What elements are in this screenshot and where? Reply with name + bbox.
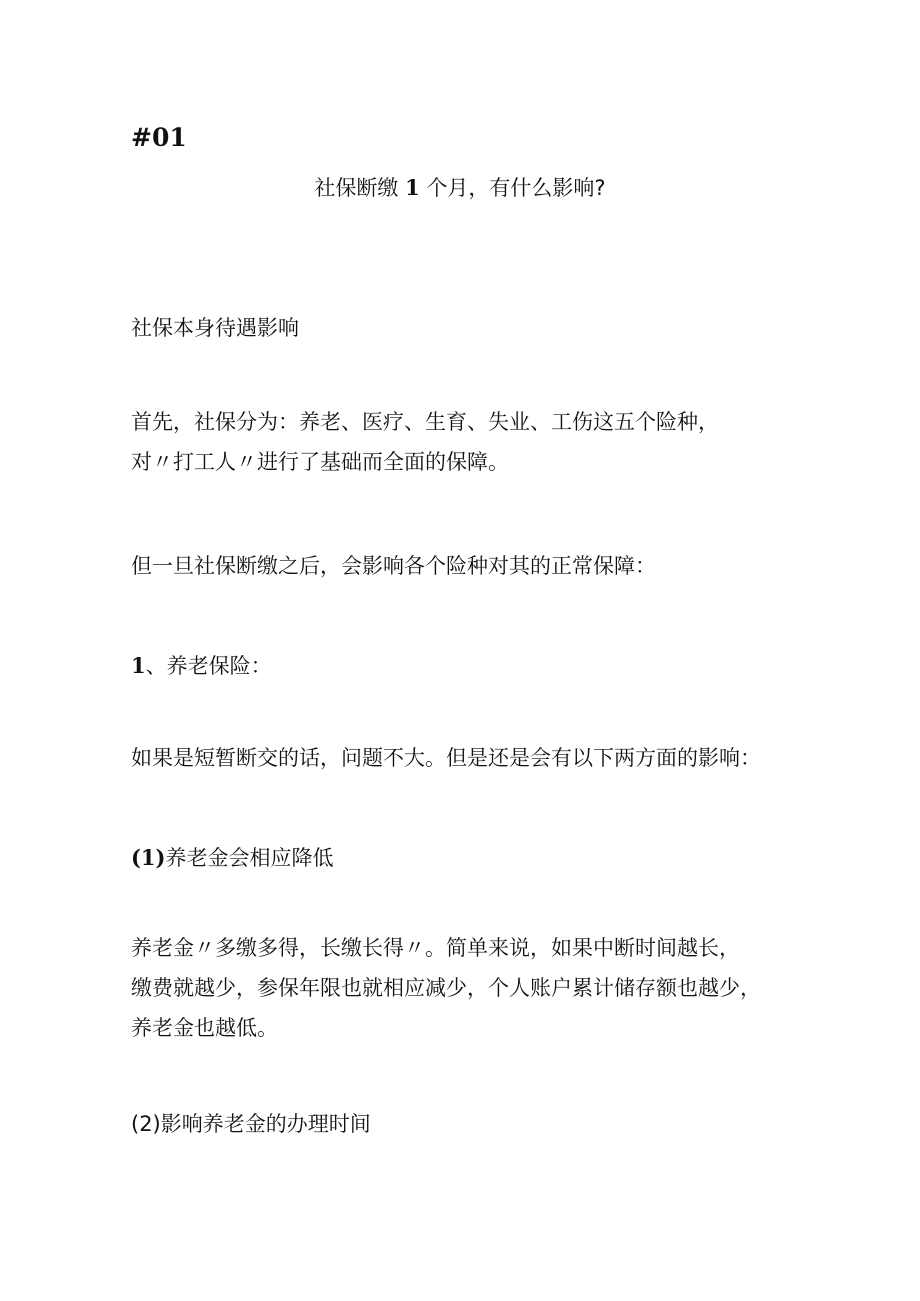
section-heading: 社保本身待遇影响 bbox=[131, 316, 299, 340]
intro-line-1: 首先，社保分为：养老、医疗、生育、失业、工伤这五个险种， bbox=[131, 410, 719, 434]
section-number: #01 bbox=[131, 123, 187, 152]
pension-paragraph bbox=[131, 928, 761, 1048]
short-break-paragraph: 如果是短暂断交的话，问题不大。但是还是会有以下两方面的影响： bbox=[131, 746, 761, 770]
item-1-heading bbox=[131, 646, 272, 686]
intro-line-2: 对〃打工人〃进行了基础而全面的保障。 bbox=[131, 450, 509, 474]
impact-paragraph: 但一旦社保断缴之后，会影响各个险种对其的正常保障： bbox=[131, 554, 656, 578]
item-1-label: 、养老保险： bbox=[145, 654, 272, 678]
pension-line-2: 缴费就越少，参保年限也就相应减少，个人账户累计储存额也越少， bbox=[131, 976, 761, 1000]
intro-paragraph bbox=[131, 402, 719, 482]
title-suffix: 个月，有什么影响? bbox=[426, 176, 606, 200]
subitem-1-number: (1) bbox=[131, 845, 166, 870]
title-number: 1 bbox=[405, 175, 420, 200]
article-title bbox=[0, 168, 920, 208]
title-prefix: 社保断缴 bbox=[314, 176, 399, 200]
subitem-1-label: 养老金会相应降低 bbox=[165, 846, 334, 870]
subitem-2-heading: (2)影响养老金的办理时间 bbox=[131, 1112, 371, 1136]
pension-line-1: 养老金〃多缴多得，长缴长得〃。简单来说，如果中断时间越长， bbox=[131, 936, 740, 960]
pension-line-3: 养老金也越低。 bbox=[131, 1016, 278, 1040]
subitem-1-heading bbox=[131, 838, 333, 878]
item-1-number: 1 bbox=[131, 653, 146, 678]
